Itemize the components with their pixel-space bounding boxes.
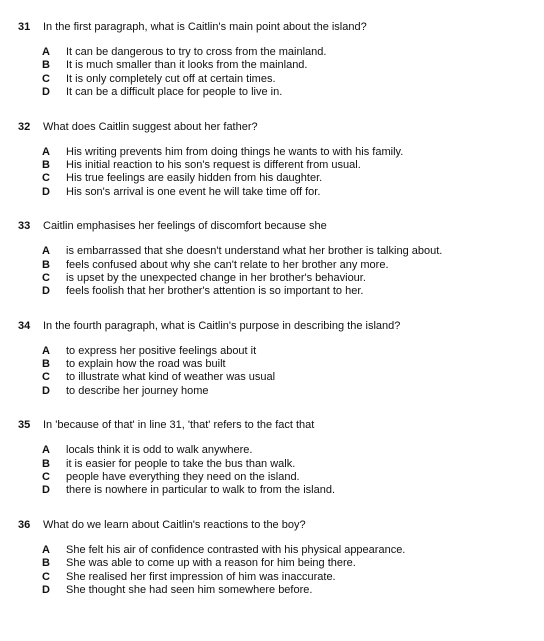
option-letter: D <box>42 86 50 99</box>
option-d <box>42 285 544 298</box>
option-letter: B <box>42 557 50 570</box>
option-letter: A <box>42 543 50 556</box>
option-text: to illustrate what kind of weather was usual <box>66 371 276 384</box>
option-letter: B <box>42 158 50 171</box>
option-text: people have everything they need on the island. <box>66 471 300 484</box>
question-header <box>18 517 544 533</box>
option-b <box>42 259 544 272</box>
option-a <box>42 146 544 159</box>
question-header <box>18 318 544 334</box>
option-c <box>42 272 544 285</box>
option-b <box>42 557 544 570</box>
option-text: It is only completely cut off at certain times. <box>66 72 276 85</box>
question-number: 32 <box>18 120 31 133</box>
option-list <box>42 46 544 100</box>
option-a <box>42 345 544 358</box>
option-text: to explain how the road was built <box>66 358 226 371</box>
option-text: His son's arrival is one event he will take time off for. <box>66 185 321 198</box>
option-c <box>42 571 544 584</box>
option-letter: A <box>42 145 50 158</box>
option-list <box>42 245 544 299</box>
option-c <box>42 371 544 384</box>
question-header <box>18 19 544 35</box>
option-letter: D <box>42 185 50 198</box>
option-text: His writing prevents him from doing things he wants to with his family. <box>66 145 404 158</box>
option-text: She thought she had seen him somewhere before. <box>66 583 313 596</box>
option-list <box>42 345 544 399</box>
option-text: is embarrassed that she doesn't understand what her brother is talking about. <box>66 245 443 258</box>
question-31 <box>18 19 544 100</box>
question-36 <box>18 517 544 598</box>
question-number: 34 <box>18 319 31 332</box>
option-text: She was able to come up with a reason for him being there. <box>66 557 356 570</box>
question-text: Caitlin emphasises her feelings of discomfort because she <box>43 220 327 233</box>
option-text: feels confused about why she can't relate to her brother any more. <box>66 258 389 271</box>
question-number: 36 <box>18 518 31 531</box>
question-34 <box>18 318 544 399</box>
option-a <box>42 245 544 258</box>
question-number: 31 <box>18 21 31 33</box>
question-header <box>18 119 544 135</box>
option-text: is upset by the unexpected change in her brother's behaviour. <box>66 271 366 284</box>
option-d <box>42 86 544 99</box>
option-a <box>42 544 544 557</box>
option-letter: D <box>42 484 50 497</box>
question-number: 35 <box>18 419 31 432</box>
option-letter: A <box>42 245 50 258</box>
question-35 <box>18 417 544 498</box>
option-letter: C <box>42 570 50 583</box>
option-letter: B <box>42 457 50 470</box>
option-c <box>42 73 544 86</box>
question-spacer <box>0 299 544 318</box>
question-33 <box>18 218 544 299</box>
option-letter: C <box>42 172 50 185</box>
question-text: In 'because of that' in line 31, 'that' refers to the fact that <box>43 419 315 432</box>
option-text: there is nowhere in particular to walk to from the island. <box>66 484 336 497</box>
option-d <box>42 484 544 497</box>
option-letter: C <box>42 271 50 284</box>
option-b <box>42 458 544 471</box>
question-header <box>18 218 544 234</box>
option-text: to describe her journey home <box>66 384 209 397</box>
option-letter: D <box>42 583 50 596</box>
option-letter: D <box>42 285 50 298</box>
question-header <box>18 417 544 433</box>
option-text: It can be a difficult place for people to live in. <box>66 86 283 99</box>
question-text: What do we learn about Caitlin's reactions to the boy? <box>43 518 306 531</box>
option-text: His true feelings are easily hidden from his daughter. <box>66 172 323 185</box>
question-text: In the first paragraph, what is Caitlin's main point about the island? <box>43 21 367 33</box>
option-text: It can be dangerous to try to cross from the mainland. <box>66 46 327 58</box>
option-letter: A <box>42 444 50 457</box>
option-d <box>42 186 544 199</box>
option-list <box>42 146 544 200</box>
option-d <box>42 584 544 597</box>
option-a <box>42 444 544 457</box>
option-list <box>42 444 544 498</box>
question-32 <box>18 119 544 200</box>
question-spacer <box>0 398 544 417</box>
option-text: it is easier for people to take the bus than walk. <box>66 457 296 470</box>
option-letter: D <box>42 384 50 397</box>
option-letter: C <box>42 471 50 484</box>
option-letter: B <box>42 59 50 72</box>
option-letter: A <box>42 344 50 357</box>
option-text: It is much smaller than it looks from the mainland. <box>66 59 308 72</box>
question-spacer <box>0 199 544 218</box>
option-list <box>42 544 544 598</box>
option-c <box>42 471 544 484</box>
question-text: In the fourth paragraph, what is Caitlin's purpose in describing the island? <box>43 319 401 332</box>
option-letter: C <box>42 371 50 384</box>
question-spacer <box>0 100 544 119</box>
option-b <box>42 59 544 72</box>
option-b <box>42 159 544 172</box>
option-text: to express her positive feelings about it <box>66 344 257 357</box>
option-b <box>42 358 544 371</box>
option-letter: B <box>42 258 50 271</box>
option-text: locals think it is odd to walk anywhere. <box>66 444 253 457</box>
option-letter: B <box>42 358 50 371</box>
question-spacer <box>0 498 544 517</box>
option-d <box>42 385 544 398</box>
question-number: 33 <box>18 220 31 233</box>
option-letter: C <box>42 72 50 85</box>
option-c <box>42 172 544 185</box>
question-text: What does Caitlin suggest about her father? <box>43 120 258 133</box>
option-a <box>42 46 544 59</box>
option-text: She realised her first impression of him was inaccurate. <box>66 570 336 583</box>
option-text: His initial reaction to his son's request is different from usual. <box>66 158 361 171</box>
option-letter: A <box>42 46 50 58</box>
option-text: She felt his air of confidence contrasted with his physical appearance. <box>66 543 406 556</box>
option-text: feels foolish that her brother's attention is so important to her. <box>66 285 364 298</box>
